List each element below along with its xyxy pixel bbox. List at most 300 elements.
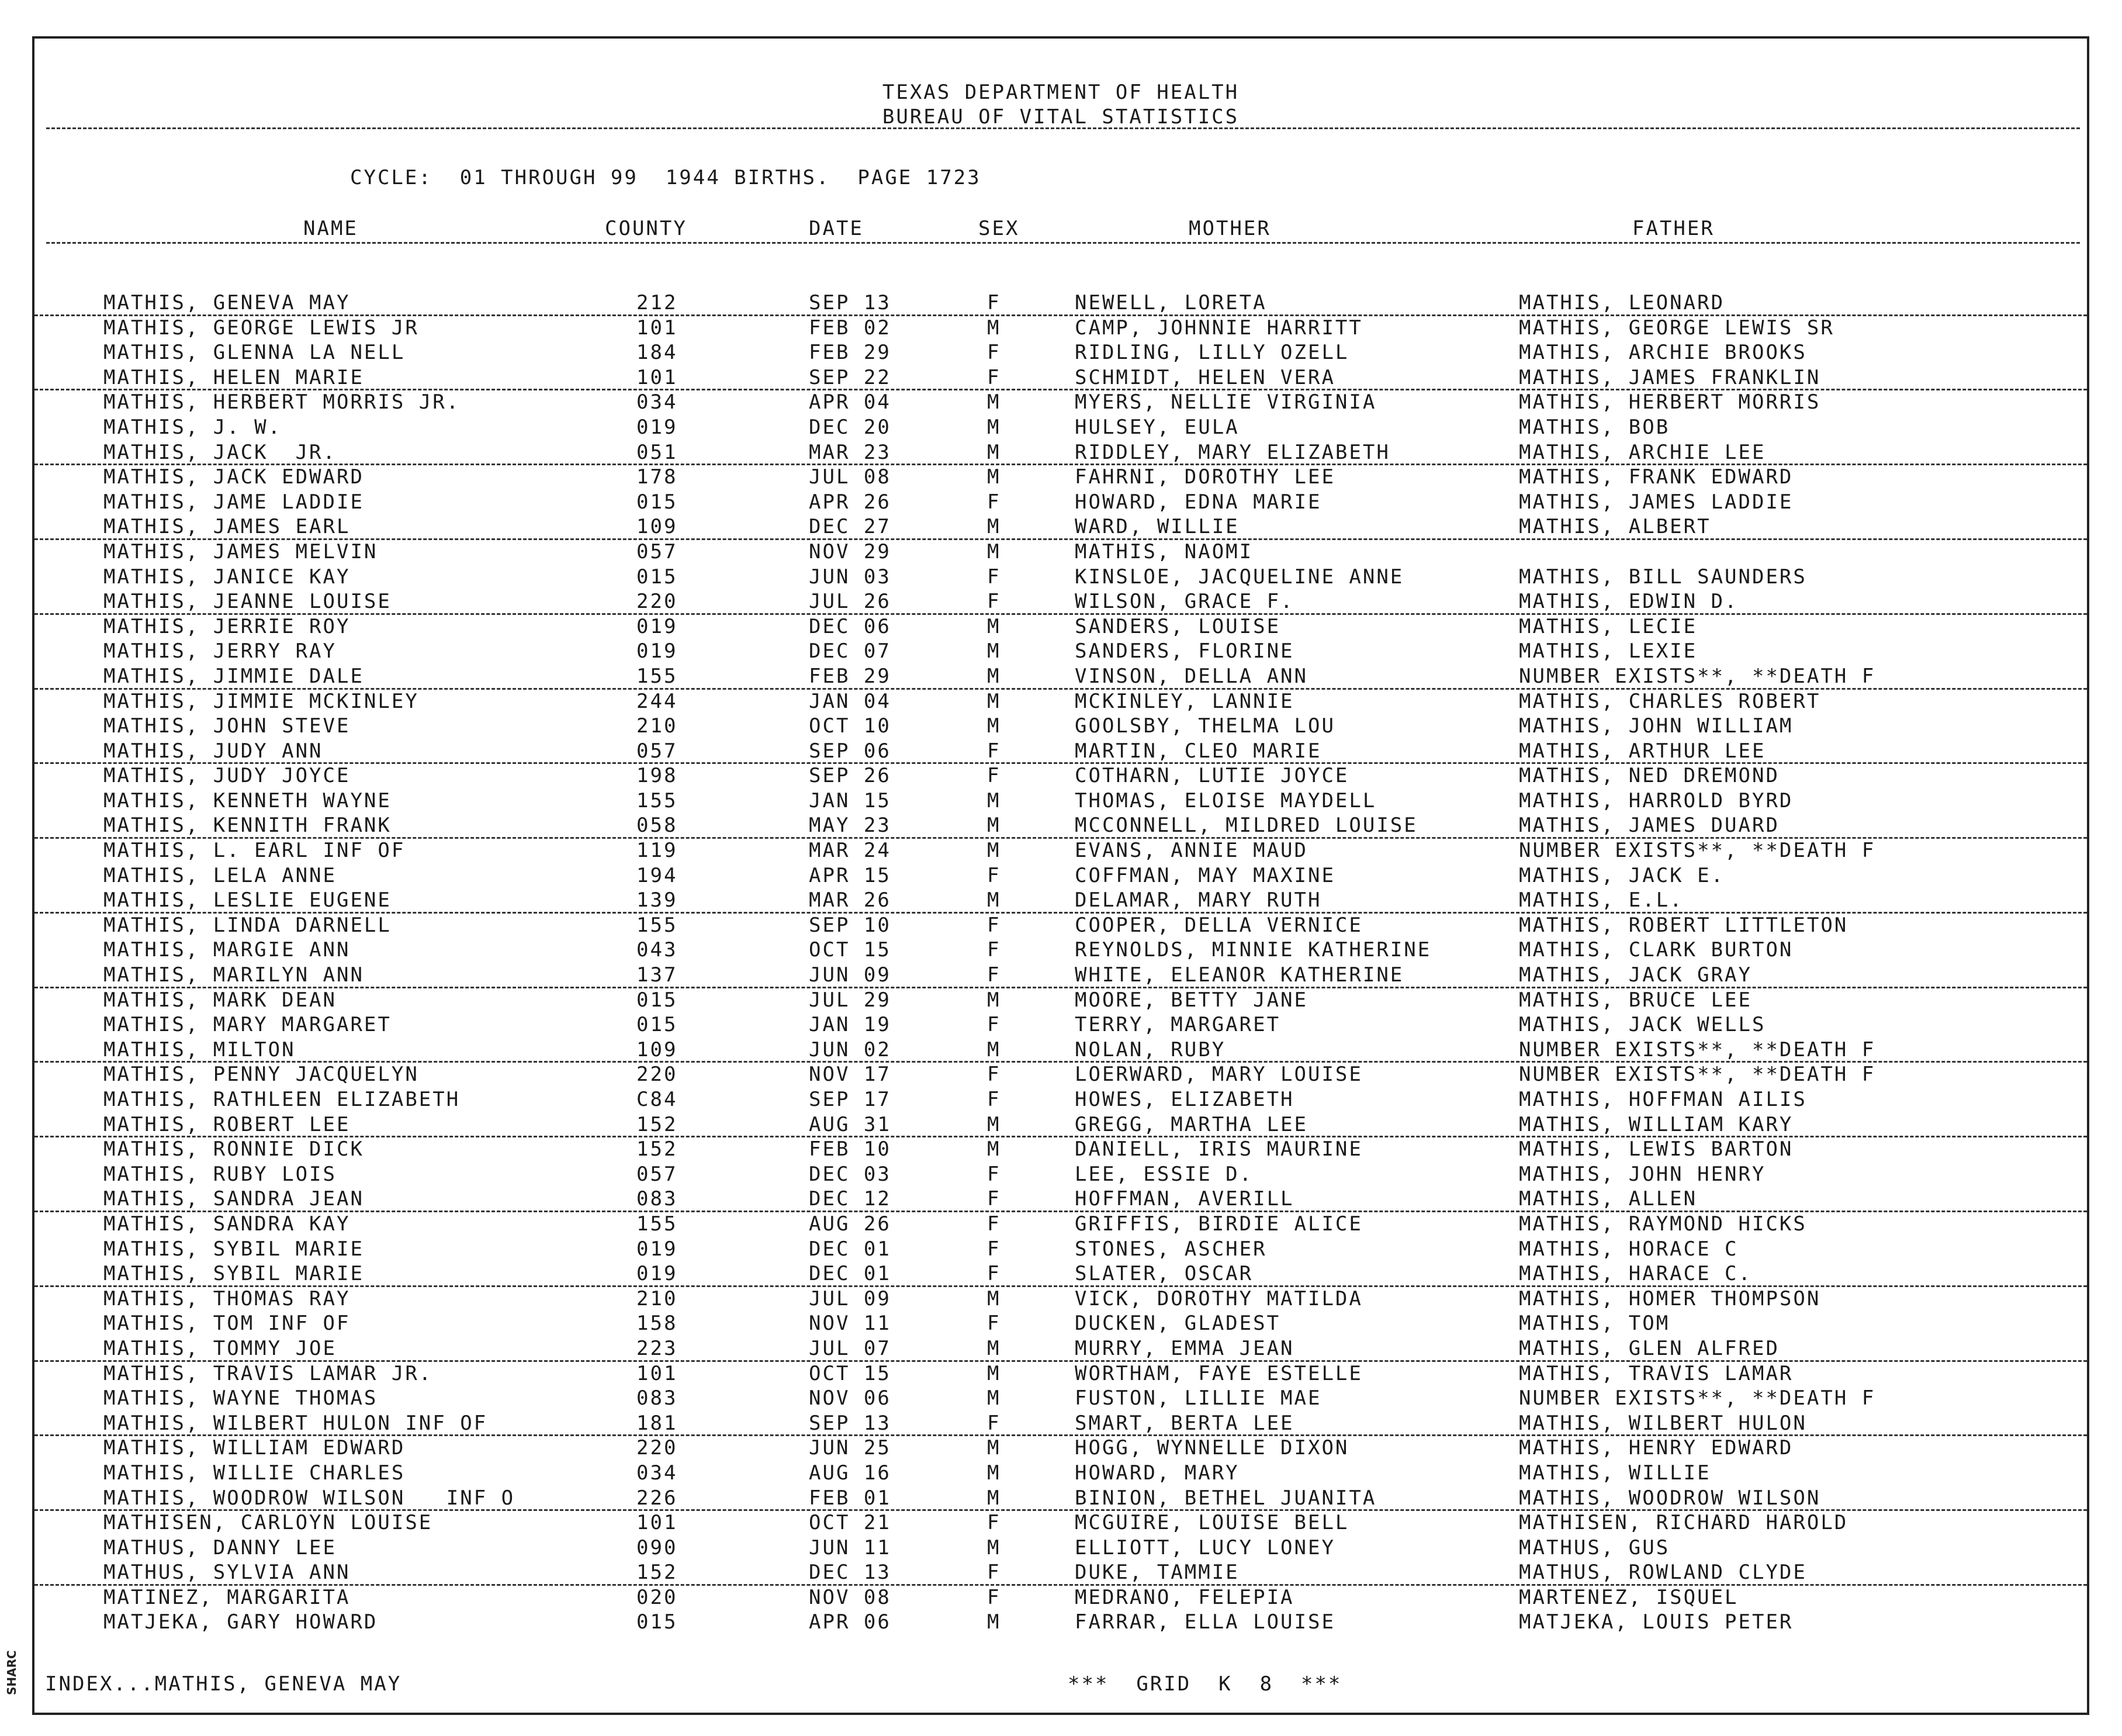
record-sex: F (987, 590, 1001, 614)
record-county: 152 (636, 1561, 678, 1585)
record-mother: WORTHAM, FAYE ESTELLE (1075, 1361, 1363, 1385)
record-date: DEC 13 (809, 1561, 891, 1585)
record-county: 101 (636, 1511, 678, 1535)
record-sex: F (987, 764, 1001, 788)
record-date: DEC 27 (809, 515, 891, 539)
record-sex: M (987, 689, 1001, 713)
record-sex: F (987, 1561, 1001, 1585)
record-father: MATHIS, HENRY EDWARD (1519, 1436, 1794, 1460)
record-sex: M (987, 415, 1001, 439)
record-county: 155 (636, 913, 678, 937)
record-county: 155 (636, 1212, 678, 1236)
record-father: MATHIS, JACK GRAY (1519, 963, 1752, 987)
record-county: 101 (636, 1361, 678, 1385)
record-date: NOV 29 (809, 540, 891, 563)
record-date: APR 15 (809, 863, 891, 887)
table-row (34, 938, 2087, 963)
record-date: APR 04 (809, 390, 891, 414)
record-date: JUN 03 (809, 565, 891, 589)
record-county: 152 (636, 1112, 678, 1136)
table-row (34, 1337, 2087, 1362)
record-sex: M (987, 1038, 1001, 1061)
table-row (34, 714, 2087, 739)
record-date: DEC 03 (809, 1162, 891, 1186)
record-mother: COFFMAN, MAY MAXINE (1075, 863, 1335, 887)
record-father: MATJEKA, LOUIS PETER (1519, 1610, 1794, 1634)
record-father: NUMBER EXISTS**, **DEATH F (1519, 839, 1876, 863)
record-father: NUMBER EXISTS**, **DEATH F (1519, 1038, 1876, 1061)
record-date: SEP 13 (809, 1411, 891, 1435)
record-sex: F (987, 1237, 1001, 1261)
record-county: 210 (636, 714, 678, 738)
record-mother: FUSTON, LILLIE MAE (1075, 1386, 1322, 1410)
record-name: MATHIS, RUBY LOIS (103, 1162, 337, 1186)
table-row (34, 441, 2087, 466)
record-father: MATHIS, WOODROW WILSON (1519, 1486, 1821, 1510)
table-row (34, 988, 2087, 1014)
record-county: 020 (636, 1585, 678, 1609)
record-county: 212 (636, 291, 678, 314)
record-county: 109 (636, 515, 678, 539)
table-row (34, 515, 2087, 540)
table-row (34, 1511, 2087, 1536)
table-row (34, 590, 2087, 615)
record-mother: EVANS, ANNIE MAUD (1075, 839, 1308, 863)
record-sex: F (987, 1013, 1001, 1037)
record-name: MATINEZ, MARGARITA (103, 1585, 351, 1609)
record-county: 015 (636, 490, 678, 514)
record-county: 083 (636, 1187, 678, 1211)
record-name: MATHIS, GENEVA MAY (103, 291, 351, 314)
record-mother: COOPER, DELLA VERNICE (1075, 913, 1363, 937)
record-county: 220 (636, 590, 678, 614)
record-name: MATHIS, JIMMIE DALE (103, 664, 364, 688)
table-row (34, 366, 2087, 391)
record-sex: F (987, 1088, 1001, 1111)
record-name: MATHUS, DANNY LEE (103, 1536, 337, 1559)
record-father: MATHIS, JACK E. (1519, 863, 1725, 887)
record-father: MATHIS, JOHN HENRY (1519, 1162, 1766, 1186)
record-name: MATHIS, ROBERT LEE (103, 1112, 351, 1136)
record-mother: GREGG, MARTHA LEE (1075, 1112, 1308, 1136)
record-father: MARTENEZ, ISQUEL (1519, 1585, 1739, 1609)
record-date: MAR 26 (809, 888, 891, 912)
record-father: MATHIS, BOB (1519, 415, 1670, 439)
record-date: DEC 01 (809, 1262, 891, 1286)
record-sex: F (987, 1312, 1001, 1336)
record-county: 051 (636, 440, 678, 464)
table-row (34, 1013, 2087, 1038)
record-father: MATHIS, JACK WELLS (1519, 1013, 1766, 1037)
record-date: FEB 02 (809, 316, 891, 340)
record-mother: SCHMIDT, HELEN VERA (1075, 365, 1335, 389)
record-date: AUG 31 (809, 1112, 891, 1136)
record-name: MATHIS, KENNITH FRANK (103, 814, 392, 838)
record-father: MATHISEN, RICHARD HAROLD (1519, 1511, 1848, 1535)
record-county: 015 (636, 1013, 678, 1037)
col-county-header: COUNTY (605, 217, 687, 240)
agency-title: TEXAS DEPARTMENT OF HEALTH (882, 81, 1240, 104)
col-name-header: NAME (303, 217, 358, 240)
table-row (34, 1163, 2087, 1188)
table-row (34, 1237, 2087, 1263)
record-name: MATHIS, TRAVIS LAMAR JR. (103, 1361, 433, 1385)
record-sex: M (987, 1610, 1001, 1634)
record-father: MATHIS, BILL SAUNDERS (1519, 565, 1807, 589)
record-mother: WILSON, GRACE F. (1075, 590, 1294, 614)
record-mother: DANIELL, IRIS MAURINE (1075, 1137, 1363, 1161)
index-line: INDEX...MATHIS, GENEVA MAY (45, 1672, 402, 1696)
record-name: MATHIS, TOMMY JOE (103, 1336, 337, 1360)
record-date: JUL 26 (809, 590, 891, 614)
record-father: MATHIS, E.L. (1519, 888, 1684, 912)
record-name: MATHIS, L. EARL INF OF (103, 839, 406, 863)
record-county: 184 (636, 341, 678, 365)
table-row (34, 390, 2087, 416)
record-father: MATHIS, LEXIE (1519, 639, 1698, 663)
record-mother: DELAMAR, MARY RUTH (1075, 888, 1322, 912)
record-father: MATHIS, JAMES FRANKLIN (1519, 365, 1821, 389)
record-mother: RIDDLEY, MARY ELIZABETH (1075, 440, 1390, 464)
record-name: MATHIS, LESLIE EUGENE (103, 888, 392, 912)
record-date: NOV 06 (809, 1386, 891, 1410)
record-county: 019 (636, 614, 678, 638)
table-row (34, 864, 2087, 889)
table-row (34, 1038, 2087, 1063)
record-county: 015 (636, 1610, 678, 1634)
record-sex: M (987, 839, 1001, 863)
record-sex: M (987, 1386, 1001, 1410)
record-mother: HOGG, WYNNELLE DIXON (1075, 1436, 1349, 1460)
record-mother: SANDERS, FLORINE (1075, 639, 1294, 663)
record-county: 019 (636, 1262, 678, 1286)
record-county: 057 (636, 1162, 678, 1186)
record-name: MATHIS, RONNIE DICK (103, 1137, 364, 1161)
record-date: SEP 13 (809, 291, 891, 314)
record-name: MATHIS, LELA ANNE (103, 863, 337, 887)
record-father: MATHIS, JAMES LADDIE (1519, 490, 1794, 514)
record-name: MATHUS, SYLVIA ANN (103, 1561, 351, 1585)
record-name: MATHIS, J. W. (103, 415, 282, 439)
record-name: MATHIS, MARK DEAN (103, 988, 337, 1012)
record-father: MATHIS, RAYMOND HICKS (1519, 1212, 1807, 1236)
record-date: FEB 10 (809, 1137, 891, 1161)
table-row (34, 764, 2087, 789)
record-sex: F (987, 291, 1001, 314)
record-mother: LEE, ESSIE D. (1075, 1162, 1254, 1186)
record-date: NOV 11 (809, 1312, 891, 1336)
table-row (34, 888, 2087, 914)
record-date: FEB 29 (809, 341, 891, 365)
record-mother: REYNOLDS, MINNIE KATHERINE (1075, 938, 1432, 962)
record-mother: RIDLING, LILLY OZELL (1075, 341, 1349, 365)
record-father: MATHIS, ALBERT (1519, 515, 1711, 539)
record-date: MAR 23 (809, 440, 891, 464)
record-county: 015 (636, 988, 678, 1012)
record-name: MATHIS, JERRIE ROY (103, 614, 351, 638)
record-county: 226 (636, 1486, 678, 1510)
record-father: MATHIS, TRAVIS LAMAR (1519, 1361, 1794, 1385)
record-father: MATHIS, BRUCE LEE (1519, 988, 1752, 1012)
table-row (34, 665, 2087, 690)
record-mother: COTHARN, LUTIE JOYCE (1075, 764, 1349, 788)
record-date: MAR 24 (809, 839, 891, 863)
record-date: DEC 06 (809, 614, 891, 638)
table-row (34, 1137, 2087, 1163)
record-county: 223 (636, 1336, 678, 1360)
side-mark: SHARC (5, 1650, 19, 1695)
record-sex: F (987, 963, 1001, 987)
table-row (34, 1063, 2087, 1088)
table-row (34, 615, 2087, 640)
cycle-line: CYCLE: 01 THROUGH 99 1944 BIRTHS. PAGE 1723 (350, 166, 981, 189)
record-county: 198 (636, 764, 678, 788)
record-county: 119 (636, 839, 678, 863)
record-mother: WHITE, ELEANOR KATHERINE (1075, 963, 1404, 987)
table-row (34, 1586, 2087, 1611)
record-date: AUG 16 (809, 1461, 891, 1485)
record-date: JUL 08 (809, 465, 891, 489)
table-row (34, 1486, 2087, 1512)
record-county: 057 (636, 739, 678, 763)
record-name: MATHIS, LINDA DARNELL (103, 913, 392, 937)
record-county: 015 (636, 565, 678, 589)
record-name: MATHIS, THOMAS RAY (103, 1287, 351, 1310)
record-name: MATHIS, SANDRA KAY (103, 1212, 351, 1236)
record-mother: KINSLOE, JACQUELINE ANNE (1075, 565, 1404, 589)
table-row (34, 1187, 2087, 1212)
record-county: 019 (636, 639, 678, 663)
table-row (34, 1610, 2087, 1635)
record-mother: MCKINLEY, LANNIE (1075, 689, 1294, 713)
record-mother: STONES, ASCHER (1075, 1237, 1267, 1261)
record-father: MATHUS, ROWLAND CLYDE (1519, 1561, 1807, 1585)
record-mother: SMART, BERTA LEE (1075, 1411, 1294, 1435)
record-mother: SANDERS, LOUISE (1075, 614, 1281, 638)
table-row (34, 1262, 2087, 1287)
record-sex: M (987, 316, 1001, 340)
record-county: 194 (636, 863, 678, 887)
record-name: MATHIS, RATHLEEN ELIZABETH (103, 1088, 461, 1111)
record-date: SEP 06 (809, 739, 891, 763)
record-father: MATHIS, JAMES DUARD (1519, 814, 1780, 838)
record-sex: F (987, 739, 1001, 763)
record-father: MATHIS, ARCHIE BROOKS (1519, 341, 1807, 365)
record-county: 155 (636, 664, 678, 688)
record-date: OCT 21 (809, 1511, 891, 1535)
record-sex: M (987, 515, 1001, 539)
record-name: MATHIS, SYBIL MARIE (103, 1237, 364, 1261)
record-sex: M (987, 988, 1001, 1012)
record-mother: NOLAN, RUBY (1075, 1038, 1226, 1061)
record-name: MATHIS, KENNETH WAYNE (103, 789, 392, 812)
record-date: OCT 10 (809, 714, 891, 738)
record-sex: M (987, 465, 1001, 489)
table-row (34, 1386, 2087, 1412)
table-row (34, 1561, 2087, 1586)
record-date: JUL 29 (809, 988, 891, 1012)
col-mother-header: MOTHER (1189, 217, 1271, 240)
record-date: JUL 09 (809, 1287, 891, 1310)
record-name: MATJEKA, GARY HOWARD (103, 1610, 378, 1634)
record-name: MATHIS, HERBERT MORRIS JR. (103, 390, 461, 414)
record-county: 137 (636, 963, 678, 987)
record-county: 058 (636, 814, 678, 838)
table-row (34, 690, 2087, 715)
record-sex: M (987, 614, 1001, 638)
record-date: JUN 25 (809, 1436, 891, 1460)
table-row (34, 789, 2087, 814)
record-name: MATHIS, MARY MARGARET (103, 1013, 392, 1037)
record-name: MATHIS, SANDRA JEAN (103, 1187, 364, 1211)
record-date: NOV 17 (809, 1063, 891, 1087)
record-mother: HULSEY, EULA (1075, 415, 1240, 439)
record-father: MATHIS, HARROLD BYRD (1519, 789, 1794, 812)
table-row (34, 639, 2087, 665)
record-sex: M (987, 1361, 1001, 1385)
record-county: 220 (636, 1436, 678, 1460)
record-sex: M (987, 814, 1001, 838)
record-date: DEC 01 (809, 1237, 891, 1261)
record-name: MATHIS, GLENNA LA NELL (103, 341, 406, 365)
record-sex: F (987, 1585, 1001, 1609)
record-county: 139 (636, 888, 678, 912)
record-date: AUG 26 (809, 1212, 891, 1236)
table-row (34, 1536, 2087, 1561)
record-father: MATHIS, LEONARD (1519, 291, 1725, 314)
record-name: MATHIS, JAME LADDIE (103, 490, 364, 514)
record-county: 019 (636, 415, 678, 439)
record-name: MATHIS, JANICE KAY (103, 565, 351, 589)
record-name: MATHIS, JERRY RAY (103, 639, 337, 663)
record-mother: NEWELL, LORETA (1075, 291, 1267, 314)
bureau-title: BUREAU OF VITAL STATISTICS (882, 105, 1240, 129)
record-county: 083 (636, 1386, 678, 1410)
record-name: MATHIS, JUDY JOYCE (103, 764, 351, 788)
record-father: MATHIS, GLEN ALFRED (1519, 1336, 1780, 1360)
record-sex: F (987, 341, 1001, 365)
record-sex: F (987, 1411, 1001, 1435)
table-row (34, 839, 2087, 864)
record-sex: F (987, 863, 1001, 887)
record-date: FEB 01 (809, 1486, 891, 1510)
record-sex: F (987, 490, 1001, 514)
record-date: SEP 10 (809, 913, 891, 937)
record-sex: F (987, 938, 1001, 962)
table-row (34, 416, 2087, 441)
record-father: MATHIS, HOFFMAN AILIS (1519, 1088, 1807, 1111)
record-father: MATHIS, EDWIN D. (1519, 590, 1739, 614)
record-sex: M (987, 664, 1001, 688)
record-father: NUMBER EXISTS**, **DEATH F (1519, 1386, 1876, 1410)
record-date: JUL 07 (809, 1336, 891, 1360)
record-county: 101 (636, 316, 678, 340)
record-father: MATHIS, GEORGE LEWIS SR (1519, 316, 1834, 340)
record-name: MATHIS, WOODROW WILSON INF O (103, 1486, 515, 1510)
record-father: MATHIS, JOHN WILLIAM (1519, 714, 1794, 738)
record-county: 090 (636, 1536, 678, 1559)
record-date: OCT 15 (809, 1361, 891, 1385)
record-mother: DUKE, TAMMIE (1075, 1561, 1240, 1585)
table-row (34, 1287, 2087, 1312)
record-mother: MATHIS, NAOMI (1075, 540, 1254, 563)
record-date: OCT 15 (809, 938, 891, 962)
record-date: SEP 26 (809, 764, 891, 788)
record-mother: FARRAR, ELLA LOUISE (1075, 1610, 1335, 1634)
record-mother: FAHRNI, DOROTHY LEE (1075, 465, 1335, 489)
record-sex: M (987, 1287, 1001, 1310)
record-mother: DUCKEN, GLADEST (1075, 1312, 1281, 1336)
table-row (34, 1362, 2087, 1387)
record-county: 220 (636, 1063, 678, 1087)
record-county: C84 (636, 1088, 678, 1111)
record-sex: F (987, 1262, 1001, 1286)
record-sex: M (987, 1112, 1001, 1136)
record-name: MATHISEN, CARLOYN LOUISE (103, 1511, 433, 1535)
record-father: MATHIS, HOMER THOMPSON (1519, 1287, 1821, 1310)
record-name: MATHIS, HELEN MARIE (103, 365, 364, 389)
record-county: 109 (636, 1038, 678, 1061)
table-row (34, 316, 2087, 341)
record-county: 178 (636, 465, 678, 489)
record-date: NOV 08 (809, 1585, 891, 1609)
col-father-header: FATHER (1632, 217, 1715, 240)
record-father: MATHIS, HARACE C. (1519, 1262, 1752, 1286)
record-sex: M (987, 1461, 1001, 1485)
record-father: MATHIS, ROBERT LITTLETON (1519, 913, 1848, 937)
record-father: MATHIS, HORACE C (1519, 1237, 1739, 1261)
birth-records-list (34, 291, 2087, 1635)
col-sex-header: SEX (978, 217, 1020, 240)
record-date: DEC 20 (809, 415, 891, 439)
record-sex: F (987, 1063, 1001, 1087)
record-mother: MYERS, NELLIE VIRGINIA (1075, 390, 1377, 414)
record-date: MAY 23 (809, 814, 891, 838)
record-county: 057 (636, 540, 678, 563)
record-date: JAN 19 (809, 1013, 891, 1037)
record-father: MATHIS, LECIE (1519, 614, 1698, 638)
record-county: 043 (636, 938, 678, 962)
record-sex: F (987, 1187, 1001, 1211)
record-father: MATHIS, ARCHIE LEE (1519, 440, 1766, 464)
record-name: MATHIS, JOHN STEVE (103, 714, 351, 738)
table-row (34, 1412, 2087, 1437)
table-row (34, 540, 2087, 565)
record-father: MATHIS, FRANK EDWARD (1519, 465, 1794, 489)
table-row (34, 1088, 2087, 1113)
record-name: MATHIS, PENNY JACQUELYN (103, 1063, 419, 1087)
record-mother: MEDRANO, FELEPIA (1075, 1585, 1294, 1609)
table-row (34, 814, 2087, 839)
record-father: MATHIS, NED DREMOND (1519, 764, 1780, 788)
table-row (34, 341, 2087, 366)
record-county: 034 (636, 390, 678, 414)
record-mother: WARD, WILLIE (1075, 515, 1240, 539)
record-date: DEC 12 (809, 1187, 891, 1211)
record-father: MATHIS, TOM (1519, 1312, 1670, 1336)
record-date: APR 26 (809, 490, 891, 514)
record-name: MATHIS, JACK EDWARD (103, 465, 364, 489)
record-county: 210 (636, 1287, 678, 1310)
record-name: MATHIS, MILTON (103, 1038, 296, 1061)
record-county: 181 (636, 1411, 678, 1435)
record-date: JAN 15 (809, 789, 891, 812)
grid-line: *** GRID K 8 *** (1068, 1672, 1342, 1696)
table-row (34, 739, 2087, 765)
record-name: MATHIS, MARGIE ANN (103, 938, 351, 962)
record-name: MATHIS, WILLIAM EDWARD (103, 1436, 406, 1460)
record-sex: F (987, 1162, 1001, 1186)
